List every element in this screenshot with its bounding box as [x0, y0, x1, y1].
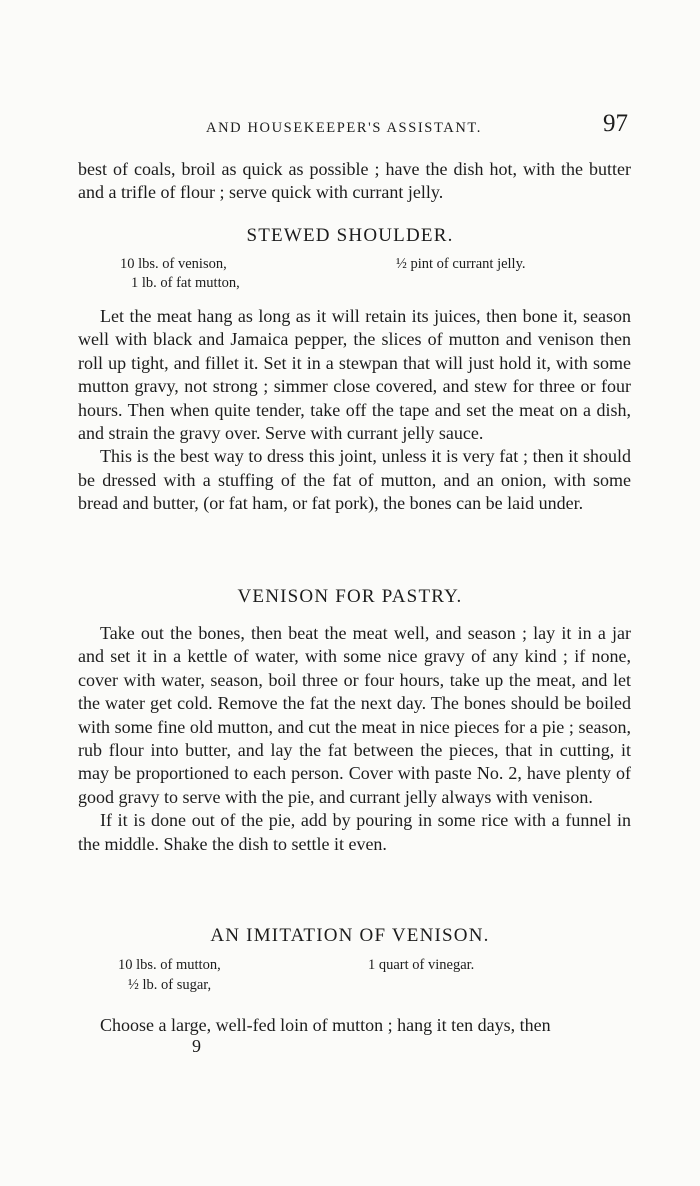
ingredient-item: 10 lbs. of venison,: [120, 256, 227, 272]
paragraph: Take out the bones, then beat the meat well, and season ; lay it in a jar and set it in a kettle of water, with some nice gravy of any kind ; if none, cover with water, season, boil three or four hours, take up the meat, and let the water get cold. Remove the fat the next day. The bones should be boiled with some fine old mutton, and cut the meat in nice pieces for a pie ; season, rub flour into butter, and lay the fat between the pieces, that in cutting, it may be proportioned to each person. Cover with paste No. 2, have plenty of good gravy to serve with the pie, and currant jelly always with venison.: [78, 623, 631, 807]
venison-for-pastry-body: [78, 622, 631, 856]
signature-mark: 9: [192, 1036, 201, 1056]
paragraph: Choose a large, well-fed loin of mutton ; hang it ten days, then: [100, 1015, 551, 1035]
paragraph: This is the best way to dress this joint, unless it is very fat ; then it should be dressed with a stuffing of the fat of mutton, and an onion, with some bread and butter, (or fat ham, or fat pork), the bones can be laid under.: [78, 446, 631, 514]
section-title-stewed-shoulder: STEWED SHOULDER.: [246, 225, 454, 246]
stewed-shoulder-body: [78, 305, 631, 516]
ingredient-item: 1 quart of vinegar.: [368, 957, 475, 973]
intro-paragraph-block: [78, 158, 631, 205]
ingredient-item: ½ lb. of sugar,: [128, 977, 212, 993]
ingredient-item: 10 lbs. of mutton,: [118, 957, 221, 973]
ingredient-item: 1 lb. of fat mutton,: [131, 275, 240, 291]
paragraph: Let the meat hang as long as it will retain its juices, then bone it, season well with black and Jamaica pepper, the slices of mutton and venison then roll up tight, and fillet it. Set it in a stewpan that will just hold it, with some mutton gravy, not strong ; simmer close covered, and stew for three or four hours. Then when quite tender, take off the tape and set the meat on a dish, and strain the gravy over. Serve with currant jelly sauce.: [78, 306, 631, 444]
page-number: 97: [603, 110, 628, 137]
section-title-imitation-venison: AN IMITATION OF VENISON.: [210, 925, 490, 946]
section-title-venison-for-pastry: VENISON FOR PASTRY.: [237, 586, 463, 607]
ingredient-item: ½ pint of currant jelly.: [396, 256, 526, 272]
running-head: [0, 110, 700, 144]
paragraph: If it is done out of the pie, add by pouring in some rice with a funnel in the middle. Shake the dish to settle it even.: [78, 810, 631, 854]
imitation-venison-body: [78, 1014, 631, 1037]
intro-paragraph: best of coals, broil as quick as possible ; have the dish hot, with the butter and a trifle of flour ; serve quick with currant jelly.: [78, 159, 631, 203]
running-title: AND HOUSEKEEPER'S ASSISTANT.: [206, 120, 482, 136]
